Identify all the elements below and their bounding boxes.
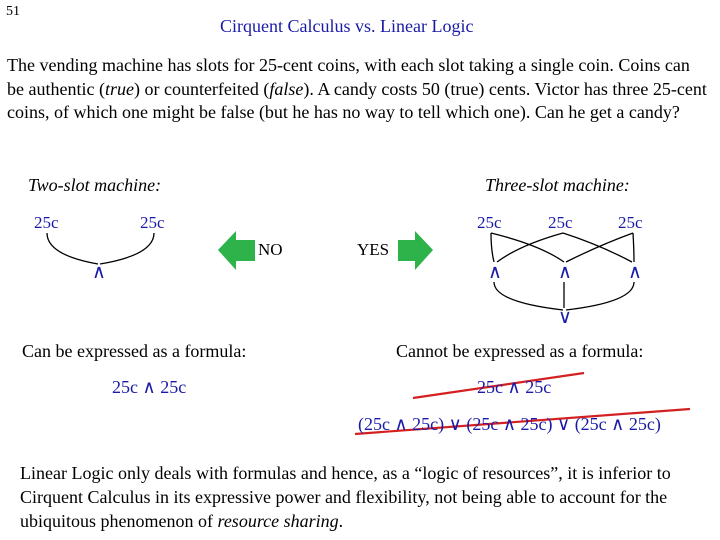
rf2-term-1: 25c) bbox=[412, 414, 445, 434]
left-formula bbox=[112, 377, 186, 398]
two-slot-label: Two-slot machine: bbox=[28, 175, 162, 195]
three-slot-coin-c: 25c bbox=[618, 213, 643, 232]
intro-text-2: ) or counterfeited ( bbox=[133, 78, 270, 99]
left-caption: Can be expressed as a formula: bbox=[22, 341, 247, 361]
three-slot-coin-b: 25c bbox=[548, 213, 573, 232]
two-slot-edge-left bbox=[47, 233, 98, 264]
arrow-right-text: YES bbox=[357, 240, 390, 259]
intro-true-word: true bbox=[104, 78, 134, 99]
rf2-conj-2: ∧ bbox=[502, 414, 517, 434]
rf2-conj-1: ∧ bbox=[394, 414, 408, 434]
two-slot-coin-b: 25c bbox=[140, 213, 165, 232]
right-formula-2 bbox=[358, 414, 661, 435]
three-slot-conj-3: ∧ bbox=[628, 262, 642, 283]
conclusion-end: . bbox=[338, 511, 344, 531]
arrow-left bbox=[218, 231, 255, 270]
three-slot-edge-or-1 bbox=[494, 282, 563, 310]
three-slot-label: Three-slot machine: bbox=[485, 175, 630, 195]
arrow-right bbox=[398, 231, 433, 270]
right-formula-1-a: 25c bbox=[477, 377, 503, 397]
slide-title: Cirquent Calculus vs. Linear Logic bbox=[220, 16, 474, 36]
rf2-open-2: (25c bbox=[466, 414, 499, 434]
two-slot-coin-a: 25c bbox=[34, 213, 59, 232]
right-formula-1-b: 25c bbox=[525, 377, 552, 397]
two-slot-conj: ∧ bbox=[92, 262, 106, 283]
slide-number: 51 bbox=[6, 4, 20, 19]
three-slot-disj: ∨ bbox=[558, 307, 572, 328]
conclusion-emphasis: resource sharing bbox=[217, 511, 339, 531]
three-slot-conj-2: ∧ bbox=[558, 262, 572, 283]
conclusion-text: Linear Logic only deals with formulas and hence, as a “logic of resources”, it is inferior to Cirquent Calculus in its expressive power and flexibility, not being able to account for the ubiquitous phenomenon of bbox=[20, 463, 671, 531]
right-formula-1 bbox=[477, 377, 551, 398]
left-formula-b: 25c bbox=[160, 377, 187, 397]
intro-text-1: The vending machine has slots for 25-cent coins, with each slot taking a single coin. Coins can be authentic ( bbox=[7, 55, 690, 99]
three-slot-edge-or-3 bbox=[566, 282, 634, 310]
right-formula-1-op: ∧ bbox=[507, 377, 521, 397]
rf2-open-3: (25c bbox=[574, 414, 607, 434]
left-formula-op: ∧ bbox=[142, 377, 156, 397]
rf2-term-3: 25c) bbox=[628, 414, 661, 434]
rf2-term-2: 25c) bbox=[520, 414, 553, 434]
intro-text-3: ). A candy costs 50 (true) cents. Victor has three 25-cent coins, of which one might be false (but he has no way to tell which one). Can he get a candy? bbox=[7, 78, 707, 122]
conclusion-paragraph bbox=[20, 461, 710, 533]
three-slot-coin-a: 25c bbox=[477, 213, 502, 232]
right-caption: Cannot be expressed as a formula: bbox=[396, 341, 644, 361]
rf2-disj-1: ∨ bbox=[448, 414, 462, 434]
intro-false-word: false bbox=[269, 78, 304, 99]
three-slot-edge-1b bbox=[491, 233, 564, 262]
two-slot-edge-right bbox=[100, 233, 154, 264]
three-slot-edge-1a bbox=[491, 233, 494, 262]
three-slot-conj-1: ∧ bbox=[488, 262, 502, 283]
left-formula-a: 25c bbox=[112, 377, 138, 397]
rf2-conj-3: ∧ bbox=[611, 414, 625, 434]
rf2-open-1: (25c bbox=[358, 414, 390, 434]
rf2-disj-2: ∨ bbox=[557, 414, 571, 434]
three-slot-edge-3b bbox=[633, 233, 634, 262]
arrow-left-text: NO bbox=[258, 240, 283, 259]
